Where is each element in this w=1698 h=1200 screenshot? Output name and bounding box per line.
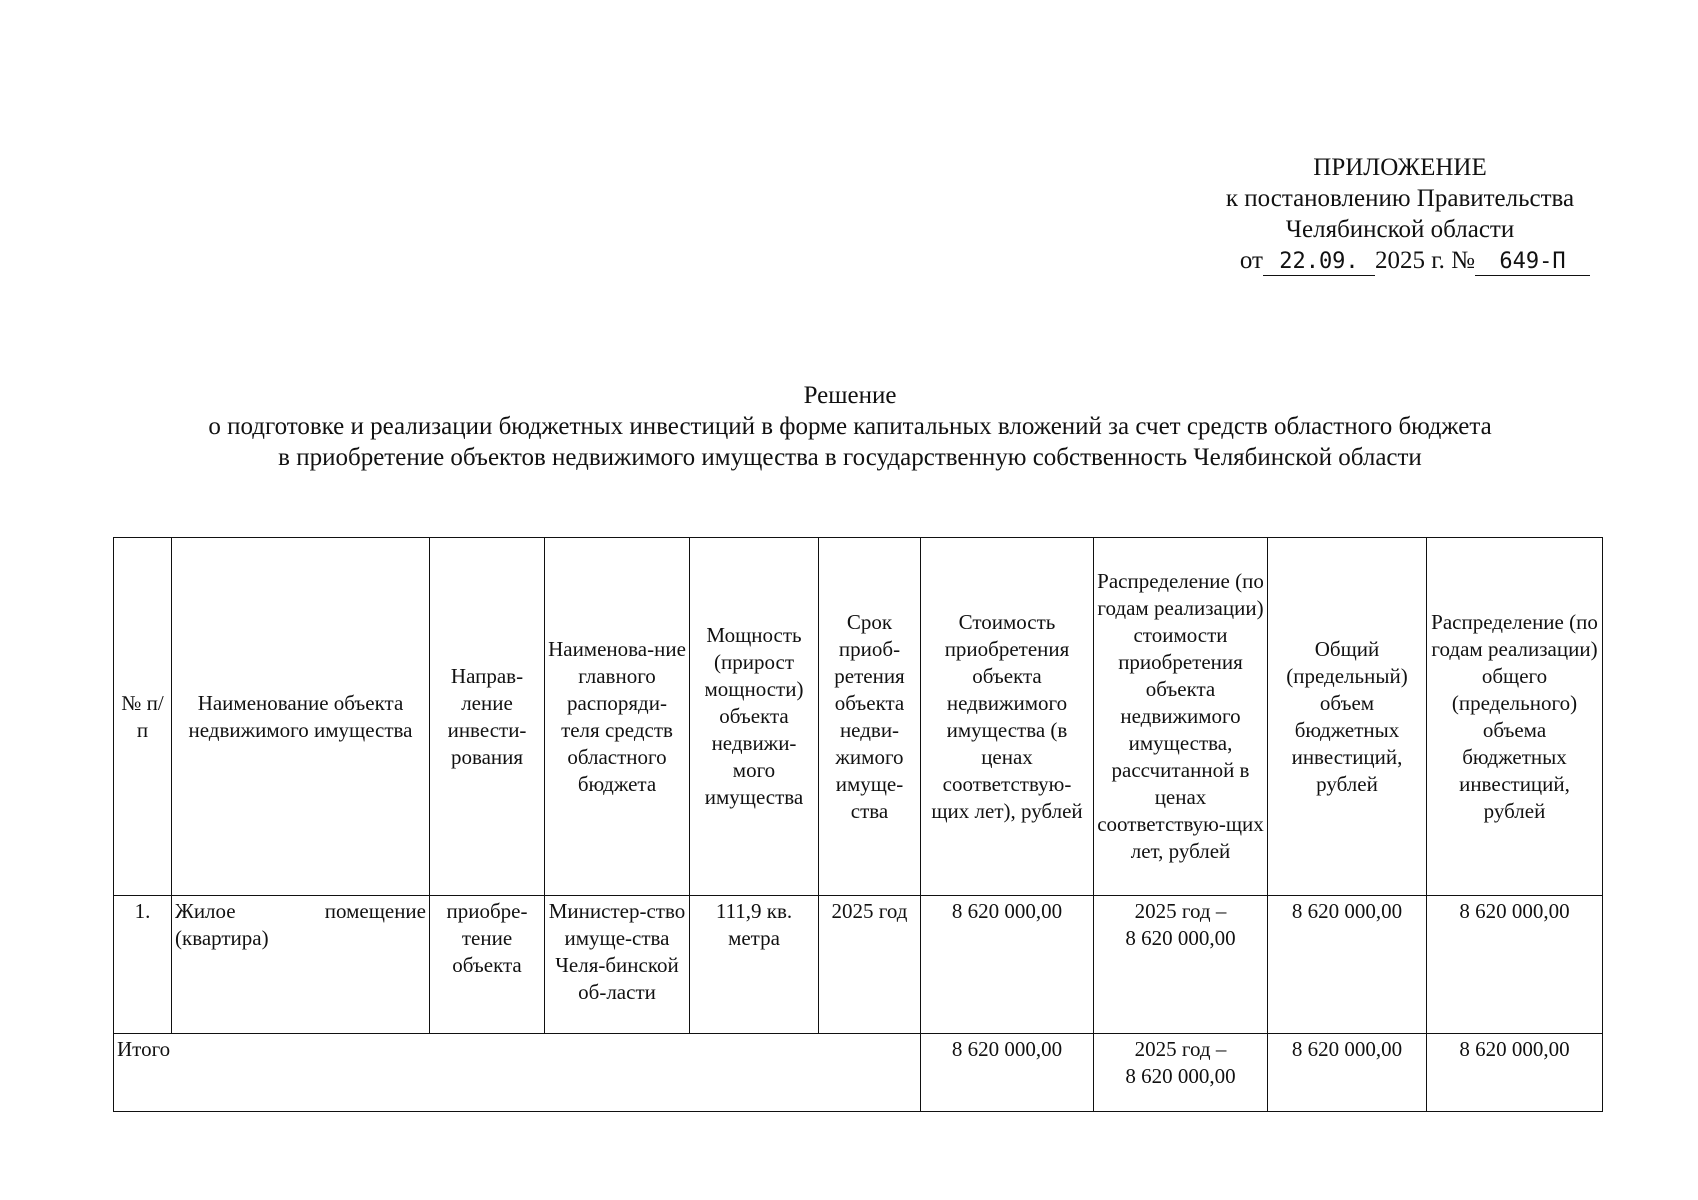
date-prefix: от [1239, 247, 1263, 274]
appendix-resolution-line: к постановлению Правительства [1225, 185, 1575, 212]
header-total-volume: Общий (предельный) объем бюджетных инвестиций, рублей [1268, 538, 1427, 896]
row-direction: приобре-тение объекта [430, 896, 545, 1034]
document-title [100, 380, 1600, 473]
row-manager: Министер-ство имуще-ства Челя-бинской об-ласти [545, 896, 690, 1034]
appendix-date-line [1180, 245, 1620, 276]
title-line-3: в приобретение объектов недвижимого имущества в государственную собственность Челябинской области [278, 444, 1422, 471]
date-value: 22.09. [1263, 249, 1375, 276]
total-cost: 8 620 000,00 [921, 1034, 1094, 1112]
row-volume-distribution: 8 620 000,00 [1427, 896, 1603, 1034]
header-volume-distribution: Распределение (по годам реализации) общего (предельного) объема бюджетных инвестиций, рублей [1427, 538, 1603, 896]
table-total-row [114, 1034, 1603, 1112]
row-distribution-value: 8 620 000,00 [1125, 926, 1236, 950]
header-direction: Направ-ление инвести-рования [430, 538, 545, 896]
row-object-name-text: Жилое помещение (квартира) [175, 899, 426, 950]
investment-table [113, 537, 1603, 1112]
total-volume-distribution: 8 620 000,00 [1427, 1034, 1603, 1112]
row-distribution-year: 2025 год – [1134, 899, 1227, 923]
title-line-1: Решение [803, 382, 897, 409]
header-cost: Стоимость приобретения объекта недвижимого имущества (в ценах соответствую-щих лет), рублей [921, 538, 1094, 896]
row-cost: 8 620 000,00 [921, 896, 1094, 1034]
total-distribution-year: 2025 год – [1134, 1037, 1227, 1061]
header-num: № п/п [114, 538, 172, 896]
table-header-row [114, 538, 1603, 896]
table-row [114, 896, 1603, 1034]
header-cost-distribution: Распределение (по годам реализации) стоимости приобретения объекта недвижимого имущества, рассчитанной в ценах соответствую-щих лет, рублей [1094, 538, 1268, 896]
row-capacity: 111,9 кв. метра [690, 896, 819, 1034]
header-capacity: Мощность (прирост мощности) объекта недвижи-мого имущества [690, 538, 819, 896]
appendix-heading: ПРИЛОЖЕНИЕ [1313, 154, 1487, 181]
total-label: Итого [114, 1034, 921, 1112]
title-line-2: о подготовке и реализации бюджетных инвестиций в форме капитальных вложений за счет средств областного бюджета [208, 413, 1492, 440]
header-manager: Наименова-ние главного распоряди-теля средств областного бюджета [545, 538, 690, 896]
total-distribution-value: 8 620 000,00 [1125, 1064, 1236, 1088]
header-term: Срок приоб-ретения объекта недви-жимого имуще-ства [819, 538, 921, 896]
total-volume: 8 620 000,00 [1268, 1034, 1427, 1112]
resolution-number: 649-П [1475, 249, 1590, 276]
total-cost-distribution [1094, 1034, 1268, 1112]
row-term: 2025 год [819, 896, 921, 1034]
year-text: 2025 г. № [1374, 247, 1475, 274]
row-cost-distribution [1094, 896, 1268, 1034]
row-num: 1. [114, 896, 172, 1034]
appendix-block [1180, 152, 1620, 276]
appendix-region-line: Челябинской области [1285, 216, 1515, 243]
row-object-name [172, 896, 430, 1034]
header-object-name: Наименование объекта недвижимого имущества [172, 538, 430, 896]
row-total-volume: 8 620 000,00 [1268, 896, 1427, 1034]
